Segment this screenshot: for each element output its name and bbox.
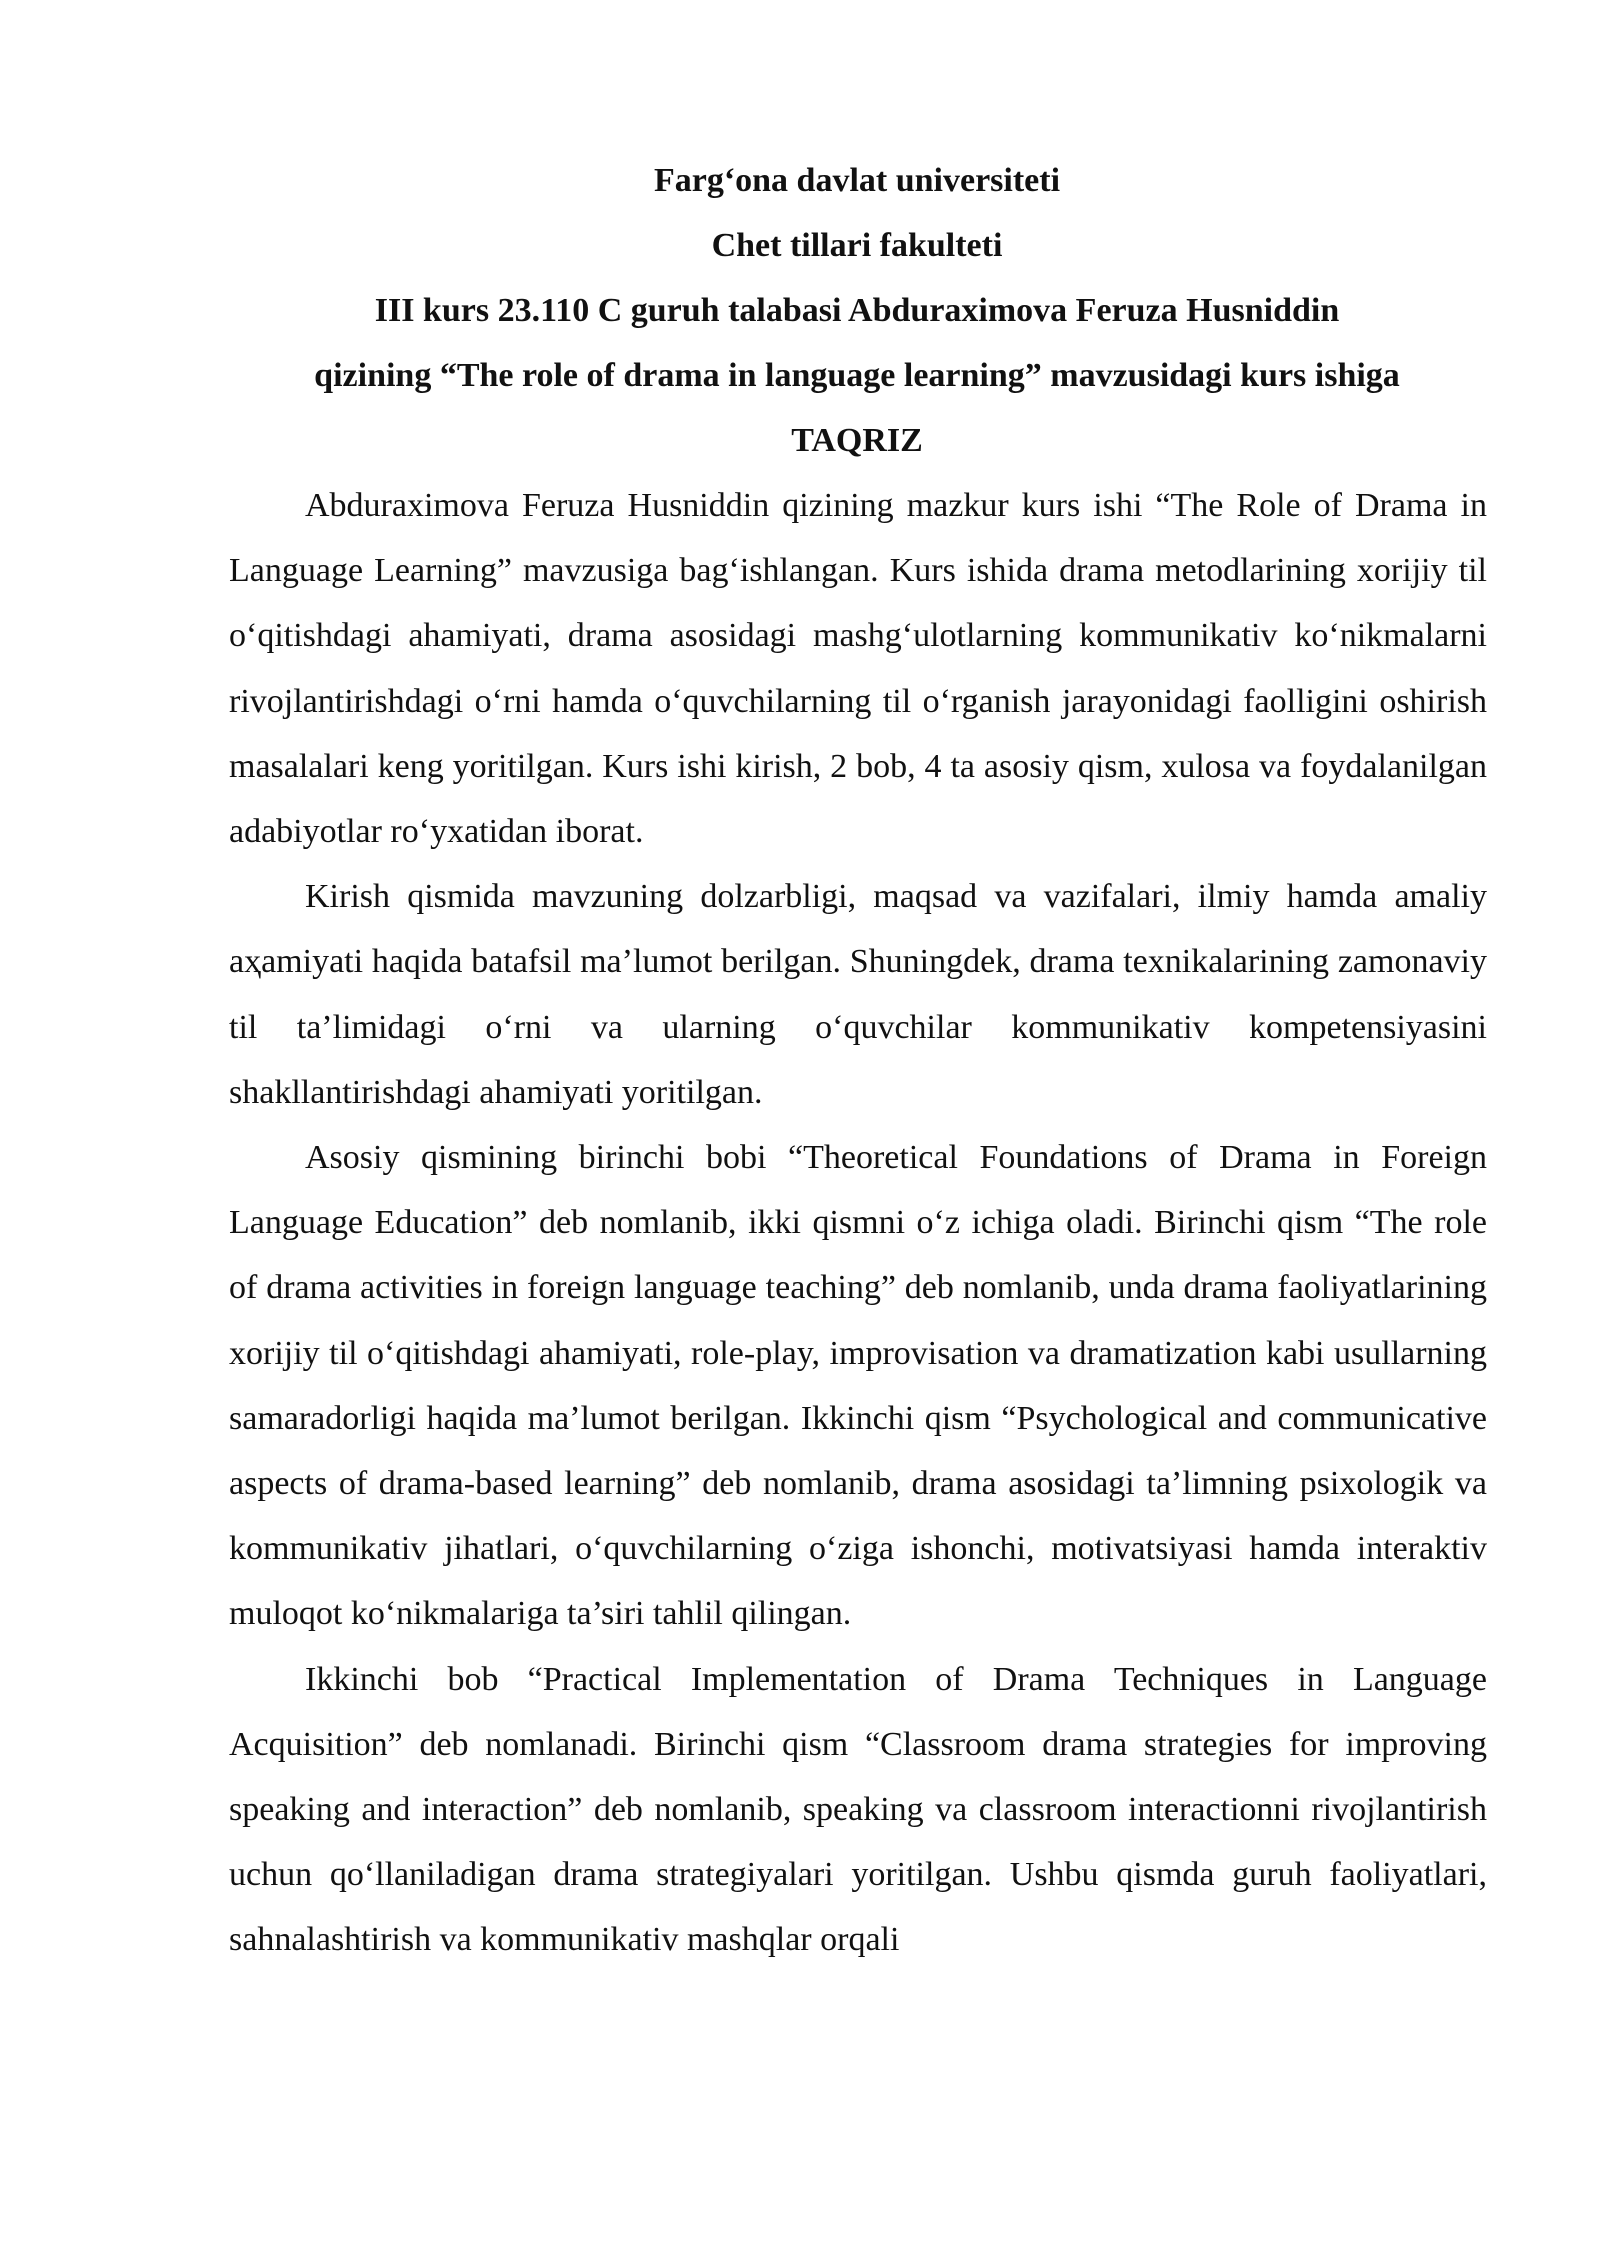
document-title: TAQRIZ: [791, 422, 923, 459]
student-line-1: III kurs 23.110 C guruh talabasi Abduraximova Feruza Husniddin: [374, 292, 1340, 329]
paragraph-intro: Abduraximova Feruza Husniddin qizining mazkur kurs ishi “The Role of Drama in Language Learning” mavzusiga bag‘ishlangan. Kurs ishida drama metodlarining xorijiy til o‘qitishdagi ahamiyati, drama asosidagi mashg‘ulotlarning kommunikativ ko‘nikmalarni rivojlantirishdagi o‘rni hamda o‘quvchilarning til o‘rganish jarayonidagi faolligini oshirish masalalari keng yoritilgan. Kurs ishi kirish, 2 bob, 4 ta asosiy qism, xulosa va foydalanilgan adabiyotlar ro‘yxatidan iborat.: [229, 487, 1487, 851]
document-body: [229, 473, 1487, 1973]
paragraph-chapter-two: Ikkinchi bob “Practical Implementation of Drama Techniques in Language Acquisition” deb nomlanadi. Birinchi qism “Classroom drama strategies for improving speaking and interaction” deb nomlanib, speaking va classroom interactionni rivojlantirish uchun qo‘llaniladigan drama strategiyalari yoritilgan. Ushbu qismda guruh faoliyatlari, sahnalashtirish va kommunikativ mashqlar orqali: [229, 1660, 1487, 1959]
document-header: [228, 148, 1486, 473]
paragraph-introduction-section: Kirish qismida mavzuning dolzarbligi, maqsad va vazifalari, ilmiy hamda amaliy aҳamiyati haqida batafsil ma’lumot berilgan. Shuningdek, drama texnikalarining zamonaviy til ta’limidagi o‘rni va ularning o‘quvchilar kommunikativ kompetensiyasini shakllantirishdagi ahamiyati yoritilgan.: [229, 878, 1487, 1111]
paragraph-chapter-one: Asosiy qismining birinchi bobi “Theoretical Foundations of Drama in Foreign Language Education” deb nomlanib, ikki qismni o‘z ichiga oladi. Birinchi qism “The role of drama activities in foreign language teaching” deb nomlanib, unda drama faoliyatlarining xorijiy til o‘qitishdagi ahamiyati, role-play, improvisation va dramatization kabi usullarning samaradorligi haqida ma’lumot berilgan. Ikkinchi qism “Psychological and communicative aspects of drama-based learning” deb nomlanib, drama asosidagi ta’limning psixologik va kommunikativ jihatlari, o‘quvchilarning o‘ziga ishonchi, motivatsiyasi hamda interaktiv muloqot ko‘nikmalariga ta’siri tahlil qilingan.: [229, 1139, 1487, 1633]
university-name: Farg‘ona davlat universiteti: [653, 162, 1061, 199]
faculty-name: Chet tillari fakulteti: [711, 227, 1003, 264]
student-line-2: qizining “The role of drama in language learning” mavzusidagi kurs ishiga: [314, 357, 1400, 394]
